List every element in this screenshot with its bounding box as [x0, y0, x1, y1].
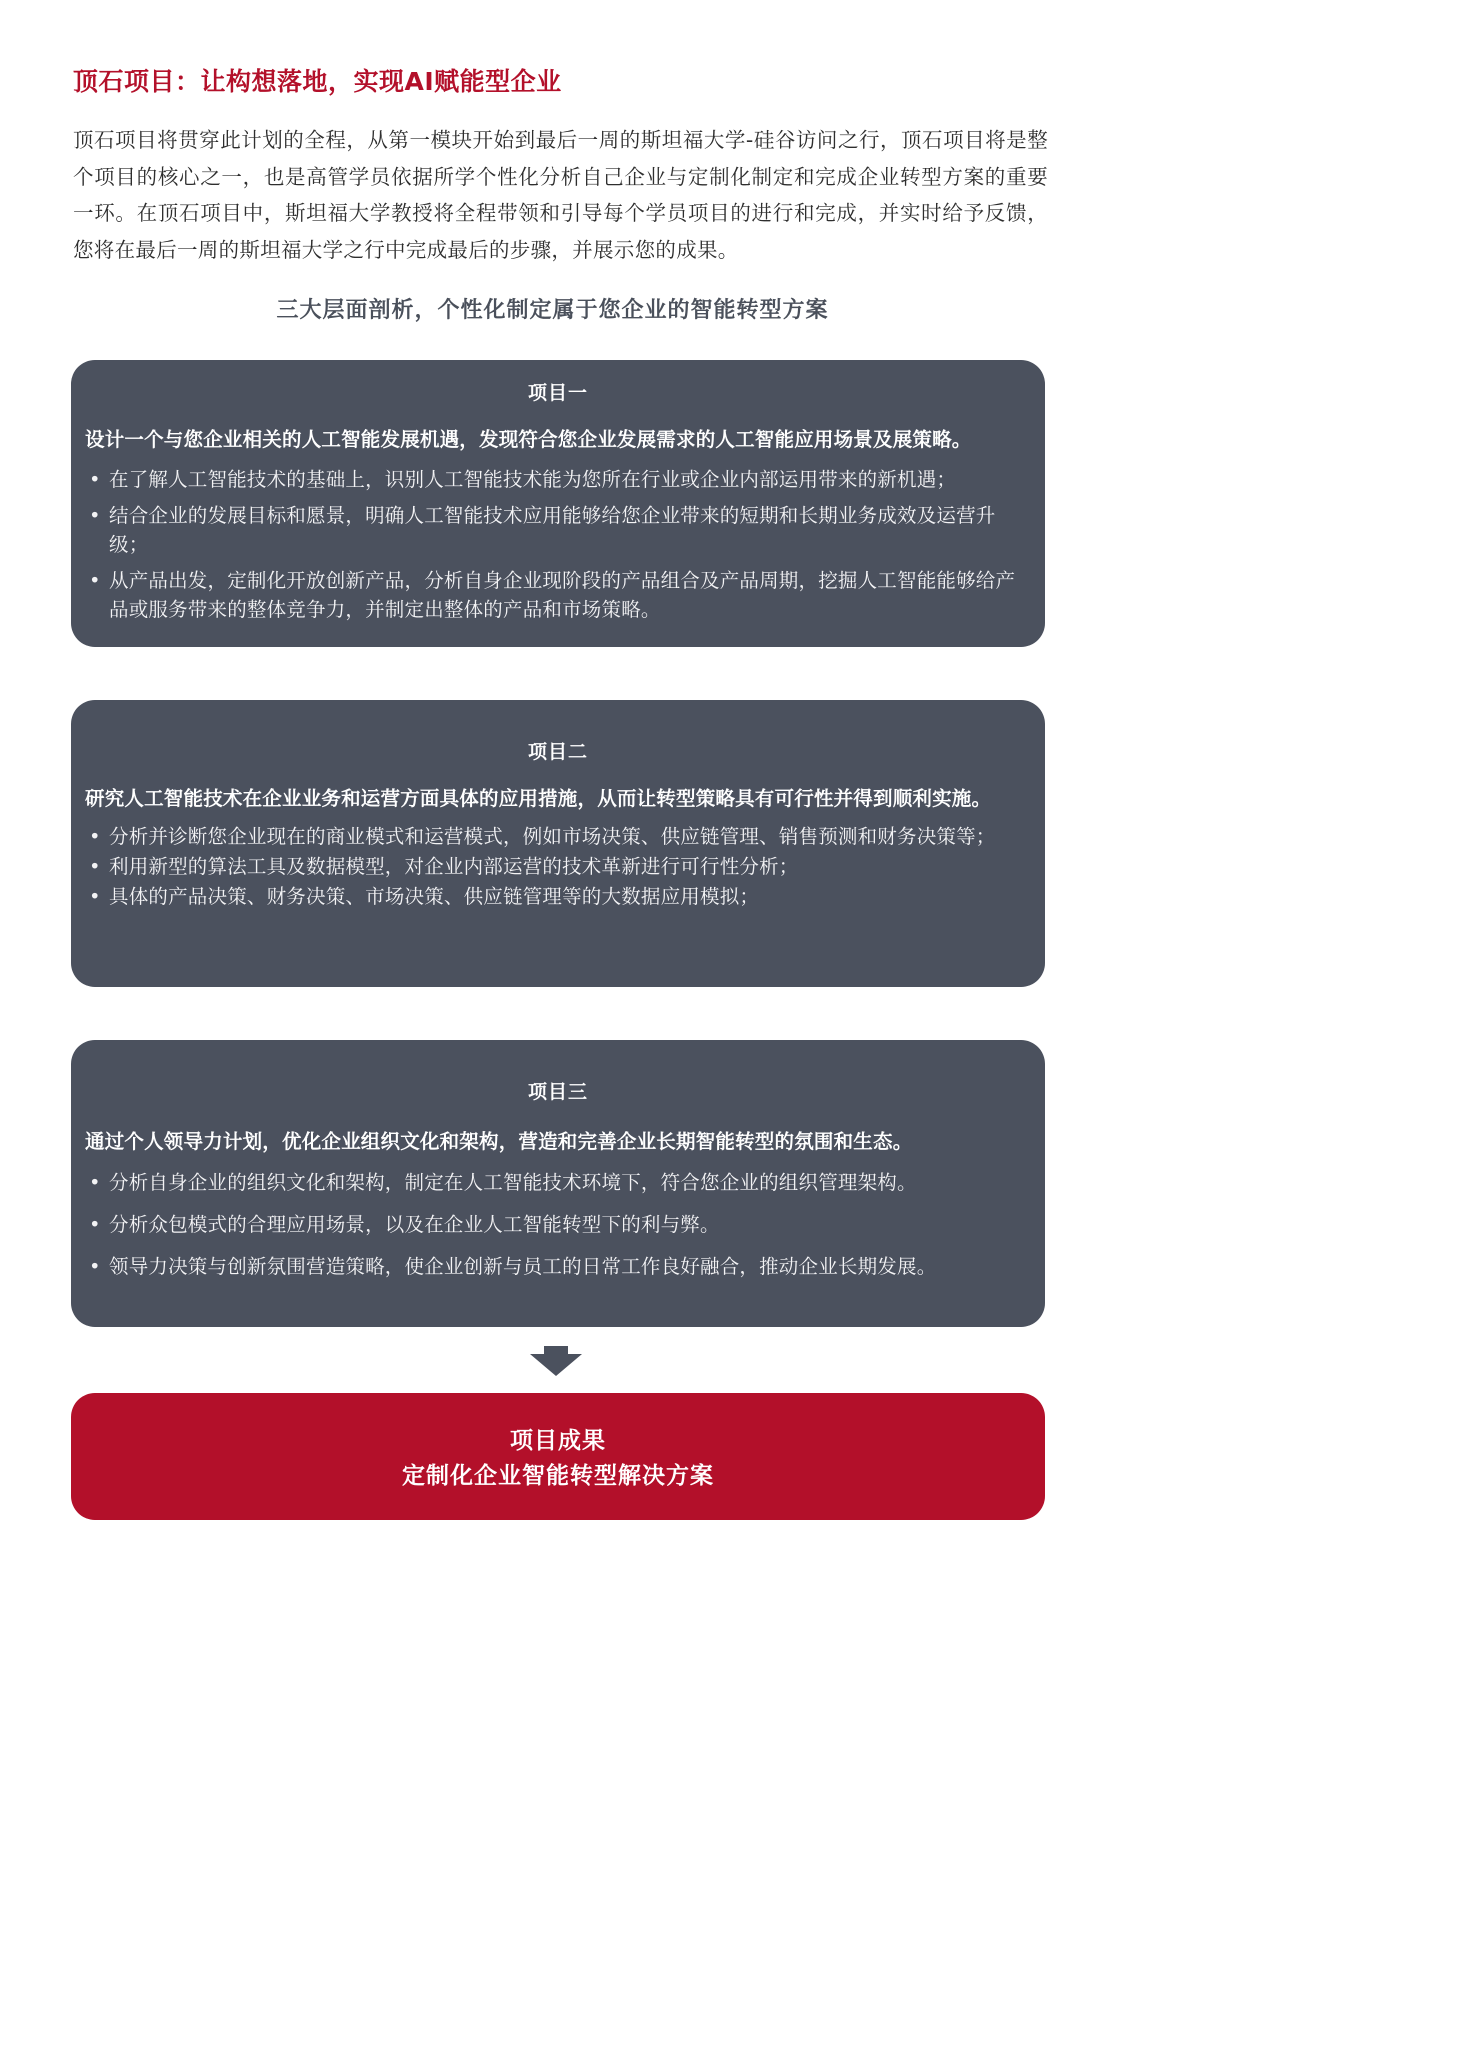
bullet-icon: • — [89, 1171, 101, 1194]
project-card-2 — [71, 700, 1045, 987]
bullet-item: • 分析自身企业的组织文化和架构，制定在人工智能技术环境下，符合您企业的组织管理架构。 — [85, 1168, 1031, 1197]
page-heading: 顶石项目：让构想落地，实现AI赋能型企业 — [73, 67, 562, 96]
project-card-description: 通过个人领导力计划，优化企业组织文化和架构，营造和完善企业长期智能转型的氛围和生态。 — [85, 1130, 913, 1153]
project-card-description: 设计一个与您企业相关的人工智能发展机遇，发现符合您企业发展需求的人工智能应用场景及展策略。 — [85, 428, 972, 451]
bullet-icon: • — [89, 885, 101, 908]
project-card-1 — [71, 360, 1045, 647]
bullet-item: • 领导力决策与创新氛围营造策略，使企业创新与员工的日常工作良好融合，推动企业长期发展。 — [85, 1252, 1031, 1281]
bullet-icon: • — [89, 569, 101, 592]
bullet-icon: • — [89, 504, 101, 527]
project-bullet-list — [85, 1168, 1031, 1281]
bullet-icon: • — [89, 468, 101, 491]
bullet-icon: • — [89, 1213, 101, 1236]
bullet-icon: • — [89, 1255, 101, 1278]
project-card-description: 研究人工智能技术在企业业务和运营方面具体的应用措施，从而让转型策略具有可行性并得到顺利实施。 — [85, 787, 992, 810]
bullet-icon: • — [89, 825, 101, 848]
result-title: 项目成果 — [510, 1428, 606, 1454]
bullet-item: • 从产品出发，定制化开放创新产品，分析自身企业现阶段的产品组合及产品周期，挖掘人工智能能够给产品或服务带来的整体竞争力，并制定出整体的产品和市场策略。 — [85, 566, 1031, 624]
project-card-title: 项目二 — [527, 741, 588, 763]
project-bullet-list — [85, 822, 1031, 911]
bullet-icon: • — [89, 855, 101, 878]
project-result-banner — [71, 1393, 1045, 1520]
bullet-item: • 分析众包模式的合理应用场景，以及在企业人工智能转型下的利与弊。 — [85, 1210, 1031, 1239]
bullet-item: • 分析并诊断您企业现在的商业模式和运营模式，例如市场决策、供应链管理、销售预测和财务决策等； — [85, 822, 1031, 851]
bullet-item: • 具体的产品决策、财务决策、市场决策、供应链管理等的大数据应用模拟； — [85, 882, 1031, 911]
result-subtitle: 定制化企业智能转型解决方案 — [402, 1463, 714, 1489]
down-arrow-icon — [530, 1346, 582, 1376]
project-card-title: 项目一 — [527, 382, 588, 404]
bullet-item: • 结合企业的发展目标和愿景，明确人工智能技术应用能够给您企业带来的短期和长期业务成效及运营升级； — [85, 501, 1031, 559]
section-subtitle: 三大层面剖析，个性化制定属于您企业的智能转型方案 — [276, 298, 829, 323]
project-card-title: 项目三 — [527, 1081, 588, 1103]
intro-paragraph: 顶石项目将贯穿此计划的全程，从第一模块开始到最后一周的斯坦福大学-硅谷访问之行，顶石项目将是整个项目的核心之一，也是高管学员依据所学个性化分析自己企业与定制化制定和完成企业转型方案的重要一环。在顶石项目中，斯坦福大学教授将全程带领和引导每个学员项目的进行和完成，并实时给予反馈，您将在最后一周的斯坦福大学之行中完成最后的步骤，并展示您的成果。 — [73, 128, 1048, 262]
bullet-item: • 在了解人工智能技术的基础上，识别人工智能技术能为您所在行业或企业内部运用带来的新机遇； — [85, 465, 1031, 494]
project-card-3 — [71, 1040, 1045, 1327]
bullet-item: • 利用新型的算法工具及数据模型，对企业内部运营的技术革新进行可行性分析； — [85, 852, 1031, 881]
project-bullet-list — [85, 465, 1031, 624]
